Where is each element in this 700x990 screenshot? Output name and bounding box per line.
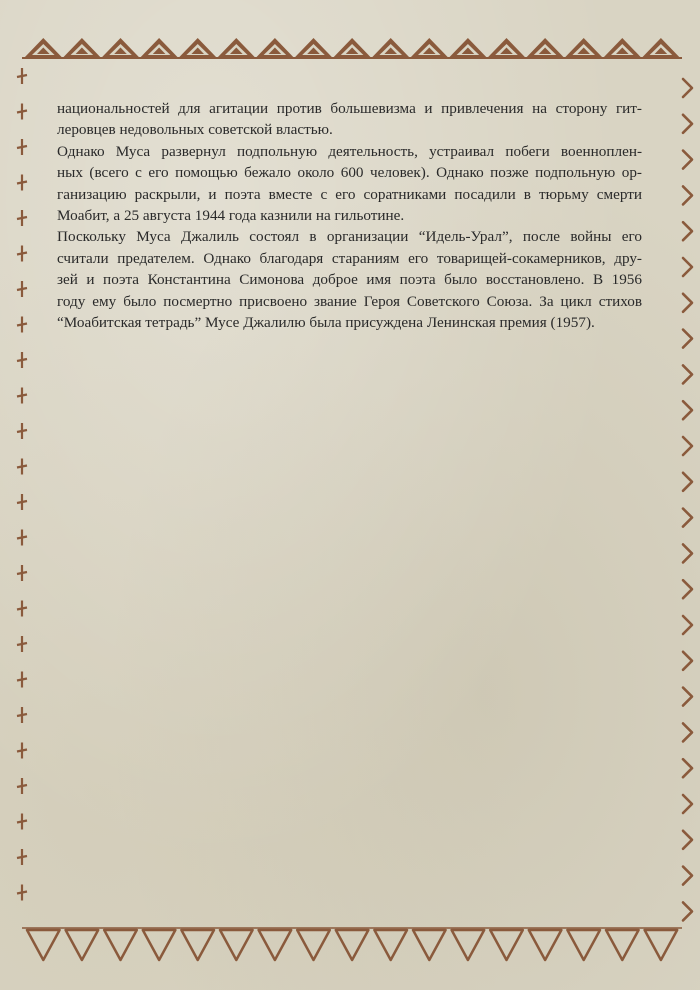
right-chevron [683,723,692,741]
text-line: считали предателем. Однако благодаря стараниям его товарищей-сокамерников, дру- [57,249,642,267]
text-line: году ему было посмертно присвоено звание Героя Советского Союза. За цикл стихов [57,292,642,310]
bottom-triangle [66,930,99,960]
text-line: ганизацию раскрыли, и поэта вместе с его соратниками посадили в тюрьму смерти [57,185,642,203]
right-chevron [683,79,692,97]
right-chevron [683,473,692,491]
left-stitch-cross [17,146,27,148]
left-stitch-cross [17,785,27,787]
left-stitch-cross [17,856,27,858]
left-stitch-cross [17,501,27,503]
left-stitch-cross [17,714,27,716]
text-line: Поскольку Муса Джалиль состоял в организации “Идель-Урал”, после войны его [57,228,642,246]
paragraph-3 [57,226,642,333]
bottom-triangle [297,930,330,960]
bottom-triangle [413,930,446,960]
text-line: Моабит, а 25 августа 1944 года казнили на гильотине. [57,207,405,225]
left-stitch-cross [17,572,27,574]
right-chevron [683,616,692,634]
left-ornament-stitches [17,68,27,901]
left-stitch-cross [17,182,27,184]
bottom-triangle [374,930,407,960]
left-stitch-cross [17,111,27,113]
left-stitch-cross [17,892,27,894]
left-stitch-cross [17,430,27,432]
right-chevron [683,867,692,885]
bottom-triangle [259,930,292,960]
left-stitch-cross [17,466,27,468]
paragraph-2 [57,141,642,227]
bottom-ornament-triangles [22,928,682,960]
left-stitch-cross [17,643,27,645]
text-line: леровцев недовольных советской властью. [57,121,333,139]
left-stitch-cross [17,324,27,326]
bottom-triangle [490,930,523,960]
top-ornament-triangles [22,38,682,58]
bottom-triangle [104,930,137,960]
right-chevron [683,294,692,312]
right-ornament-chevrons [683,79,692,920]
left-stitch-cross [17,679,27,681]
left-stitch-cross [17,253,27,255]
right-chevron [683,652,692,670]
right-chevron [683,222,692,240]
right-chevron [683,580,692,598]
right-chevron [683,437,692,455]
left-stitch-cross [17,537,27,539]
left-stitch-cross [17,608,27,610]
left-stitch-cross [17,288,27,290]
left-stitch-cross [17,395,27,397]
right-chevron [683,330,692,348]
left-stitch-cross [17,75,27,77]
right-chevron [683,831,692,849]
right-chevron [683,759,692,777]
left-stitch-cross [17,821,27,823]
right-chevron [683,365,692,383]
right-chevron [683,544,692,562]
text-line: “Моабитская тетрадь” Мусе Джалилю была присуждена Ленинская премия (1957). [57,314,595,332]
bottom-triangle [606,930,639,960]
bottom-triangle [336,930,369,960]
bottom-triangle [452,930,485,960]
right-chevron [683,115,692,133]
paragraph-1 [57,98,642,141]
right-chevron [683,186,692,204]
right-chevron [683,151,692,169]
right-chevron [683,688,692,706]
bottom-triangle [567,930,600,960]
text-line: ных (всего с его помощью бежало около 600 человек). Однако позже подпольную ор- [57,164,642,182]
bottom-triangle [529,930,562,960]
right-chevron [683,509,692,527]
bottom-triangle [143,930,176,960]
text-line: Однако Муса развернул подпольную деятельность, устраивал побеги военноплен- [57,142,642,160]
bottom-triangle [27,930,60,960]
text-line: национальностей для агитации против большевизма и привлечения на сторону гит- [57,100,642,117]
left-stitch-cross [17,750,27,752]
right-chevron [683,795,692,813]
body-text [57,98,642,333]
bottom-triangle [645,930,678,960]
left-stitch-cross [17,217,27,219]
text-line: зей и поэта Константина Симонова доброе имя поэта было восстановлено. В 1956 [57,271,642,289]
right-chevron [683,902,692,920]
right-chevron [683,258,692,276]
bottom-triangle [220,930,253,960]
left-stitch-cross [17,359,27,361]
right-chevron [683,401,692,419]
bottom-triangle [181,930,214,960]
